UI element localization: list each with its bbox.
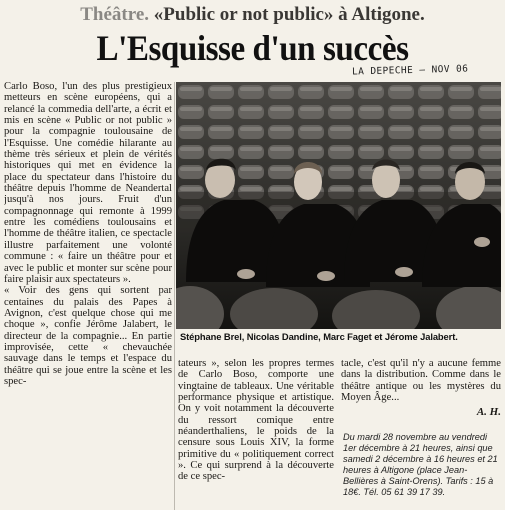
article-column-2 — [178, 358, 334, 510]
column-divider — [174, 82, 175, 510]
cast-photo-illustration — [176, 82, 501, 329]
photo-caption: Stéphane Brel, Nicolas Dandine, Marc Faget et Jérome Jalabert. — [180, 331, 458, 342]
article-paragraph-2: « Voir des gens qui sortent par centaines du palais des Papes à Avignon, c'est quelque chose qui me choque », confie Jérôme Jalabert, le directeur de la compagnie... En partie improvisée, cette « chevauchée sauvage dans le temps et l'espace du théâtre qui se joue entre la scène et les spec- — [4, 285, 172, 387]
article-kicker — [0, 4, 505, 26]
article-column-1 — [4, 81, 172, 509]
kicker-rubric: Théâtre. — [80, 4, 150, 25]
article-paragraph-3: tateurs », selon les propres termes de Carlo Boso, comporte une vingtaine de tableaux. Une véritable performance physique et artistique. On y voit notamment la découverte du ressort comique entre néanderthaliens, le poids de la censure sous Louis XIV, la forme primitive du « politiquement correct ». Ce qui surprend à la découverte de ce spec- — [178, 358, 334, 483]
cast-photo — [176, 82, 501, 329]
article-paragraph-4: tacle, c'est qu'il n'y a aucune femme dans la distribution. Comme dans le théâtre antique ou les mystères du Moyen Âge... — [341, 358, 501, 404]
event-info-box: Du mardi 28 novembre au vendredi 1er décembre à 21 heures, ainsi que samedi 2 décembre à 16 heures et 21 heures à Altigone (place Jean-Bellières à Saint-Orens). Tarifs : 15 à 18€. Tél. 05 61 39 17 39. — [343, 432, 498, 498]
author-signature: A. H. — [476, 406, 501, 418]
article-paragraph-1: Carlo Boso, l'un des plus prestigieux metteurs en scène européens, qui a relancé la commedia dell'arte, a écrit et mis en scène « Public or not public » pour la compagnie toulousaine de l'Esquisse. Une comédie hilarante au thème très sérieux et plein de vérités historiques qui met en évidence la place du spectateur dans l'histoire du théâtre depuis l'homme de Neandertal jusqu'à nos jours. Fruit d'un compagnonnage qui remonte à 1999 entre les comédiens toulousains et l'homme de théâtre italien, ce spectacle illustre parfaitement une volonté commune : « faire un théâtre pour et avec le public et monter sur scène pour faire plaisir aux spectateurs ». — [4, 81, 172, 285]
kicker-text: «Public or not public» à Altigone. — [149, 4, 425, 25]
article-headline: L'Esquisse d'un succès — [96, 28, 409, 68]
handwritten-source-note: LA DEPECHE – NOV 06 — [351, 63, 469, 78]
